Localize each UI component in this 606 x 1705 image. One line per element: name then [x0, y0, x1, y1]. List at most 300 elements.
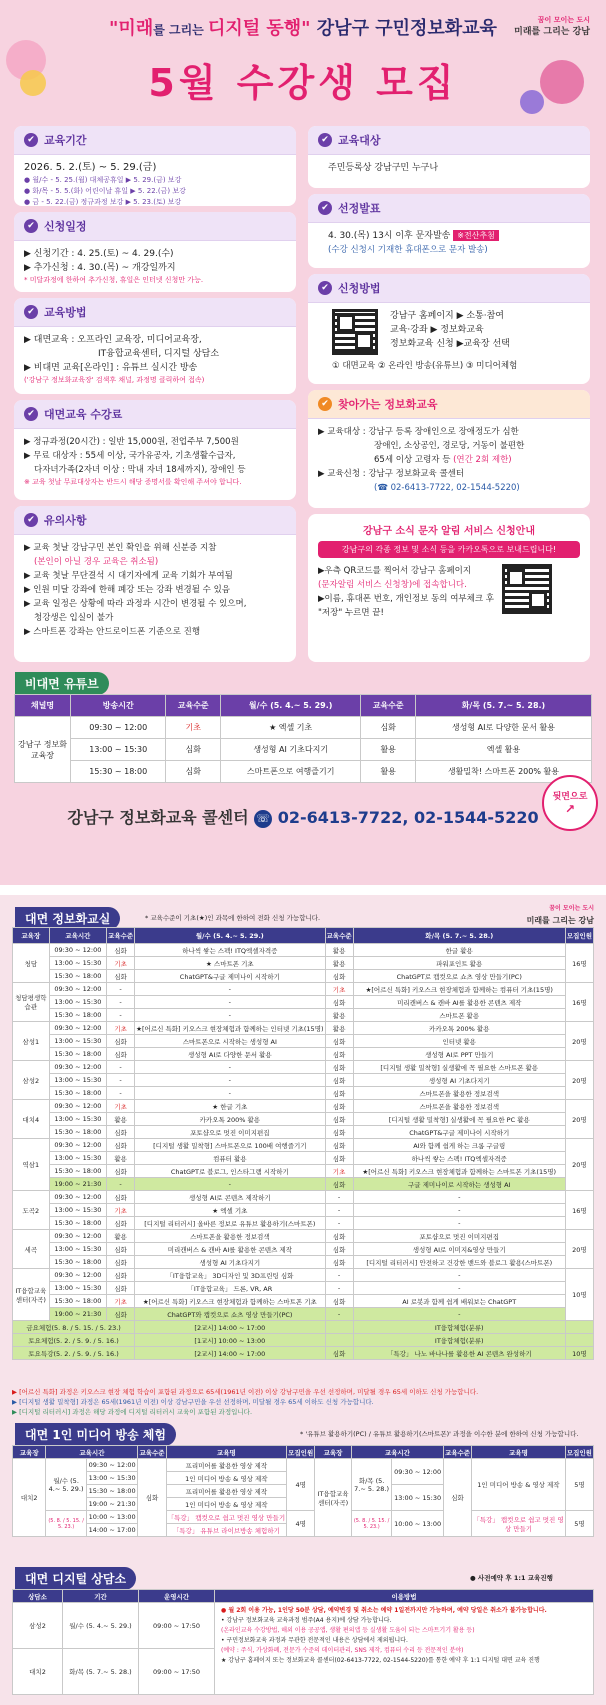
headline-part: 강남구 구민정보화교육 — [310, 18, 497, 39]
table-cell: 활용 — [325, 1009, 353, 1022]
table-cell: 09:30 ~ 12:00 — [392, 1459, 444, 1485]
table-row — [13, 1100, 594, 1113]
table-cell: 13:00 ~ 15:30 — [49, 1243, 106, 1256]
table-cell: 「특강」 캡컷으로 쉽고 멋진 영상 만들기 — [472, 1511, 566, 1537]
table-cell: - — [325, 1282, 353, 1295]
schedule-note: * 미달과정에 한하여 추가신청, 휴일은 인터넷 신청만 가능. — [24, 276, 204, 284]
phone-icon: ☏ — [254, 810, 272, 828]
kakao-line: (문자알림 서비스 신청창)에 접속합니다. — [318, 580, 467, 590]
table-row — [13, 1204, 594, 1217]
column-header: 화/목 (5. 7.~ 5. 28.) — [353, 928, 565, 944]
column-header: 교육장 — [13, 1446, 46, 1459]
card-title: 찾아가는 정보화교육 — [338, 398, 438, 411]
fee-line: ▶ 정규과정(20시간) : 일반 15,000원, 전업주부 7,500원 — [24, 437, 239, 447]
place-cell: 삼성1 — [13, 1022, 50, 1061]
table-row — [13, 1256, 594, 1269]
media-place: IT융합교육센터(자곡) — [315, 1459, 352, 1537]
table-cell: 기초 — [325, 1165, 353, 1178]
table-cell: ChatGPT&구글 제미나이 시작하기 — [135, 970, 325, 983]
column-header: 교육장 — [315, 1446, 352, 1459]
counsel-section-title: 대면 디지털 상담소 — [15, 1567, 136, 1590]
table-cell: 활용 — [325, 944, 353, 957]
table-cell: - — [135, 1061, 325, 1074]
callcenter — [0, 805, 606, 828]
table-cell: ★ 스마트폰 기초 — [135, 957, 325, 970]
table-row — [13, 970, 594, 983]
check-icon: ✔ — [318, 133, 332, 147]
counsel-table — [12, 1589, 594, 1695]
table-cell: 09:30 ~ 12:00 — [86, 1459, 138, 1472]
table-cell: 10:00 ~ 13:00 — [392, 1511, 444, 1537]
table-cell: 스마트폰을 활용한 정보검색 — [353, 1100, 565, 1113]
table-cell: 생성형 AI 기초다지기 — [353, 1074, 565, 1087]
table-cell: 심화 — [361, 717, 416, 739]
media-table-wrap — [12, 1445, 594, 1537]
table-cell: - — [135, 996, 325, 1009]
table-cell: - — [107, 1009, 135, 1022]
table-cell: 09:30 ~ 12:00 — [49, 1061, 106, 1074]
caution-card — [14, 506, 296, 662]
table-cell: - — [325, 1269, 353, 1282]
table-cell: ChatGPT&구글 제미나이 시작하기 — [353, 1126, 565, 1139]
place-cell: 청담평생학습관 — [13, 983, 50, 1022]
table-cell: 1인 미디어 방송 & 영상 제작 — [166, 1472, 287, 1485]
homepage-qr-code[interactable] — [332, 309, 378, 355]
media-count: 4명 — [287, 1459, 315, 1511]
counsel-place: 대치2 — [13, 1649, 63, 1695]
table-cell: 심화 — [325, 1139, 353, 1152]
table-cell: - — [107, 983, 135, 996]
table-cell: 한글 활용 — [353, 944, 565, 957]
table-cell: ★[어르신 특화] 키오스크 현장체험과 함께하는 컴퓨터 기초(15명) — [353, 983, 565, 996]
caution-line: ▶ 교육 첫날 강남구민 본인 확인을 위해 신분증 지참 — [24, 543, 217, 553]
caution-line: ▶ 교육 일정은 상황에 따라 과정과 시간이 변경될 수 있으며, — [24, 599, 247, 609]
table-cell: 09:30 ~ 12:00 — [49, 1191, 106, 1204]
table-cell: 미리캔버스 & 캔바 AI를 활용한 콘텐츠 제작 — [353, 996, 565, 1009]
caution-line: ▶ 교육 첫날 무단결석 시 대기자에게 교육 기회가 부여됨 — [24, 571, 233, 581]
table-cell: 13:00 ~ 15:30 — [86, 1472, 138, 1485]
table-cell: 13:00 ~ 15:30 — [49, 996, 106, 1009]
table-cell: - — [325, 1217, 353, 1230]
table-cell: 포토샵으로 멋진 이미지편집 — [135, 1126, 325, 1139]
column-header: 채널명 — [15, 695, 71, 717]
table-cell: [1교시] 10:00 ~ 13:00 — [135, 1334, 325, 1347]
count-cell: 16명 — [565, 944, 593, 983]
table-cell: 하나씩 쌓는 스펙! ITQ엑셀자격증 — [135, 944, 325, 957]
column-header: 교육수준 — [325, 928, 353, 944]
kakao-title: 강남구 소식 문자 알림 서비스 신청안내 — [363, 526, 535, 537]
table-cell: 생성형 AI 기초다지기 — [220, 739, 360, 761]
kakao-line: ▶이름, 휴대폰 번호, 개인정보 동의 여부체크 후 — [318, 594, 494, 604]
column-header: 교육시간 — [49, 928, 106, 944]
check-icon: ✔ — [318, 281, 332, 295]
column-header: 교육시간 — [46, 1446, 138, 1459]
table-cell: [디지털 생활 밀착형] 실생활에 꼭 필요한 스마트폰 활용 — [353, 1061, 565, 1074]
callcenter-numbers[interactable]: 02-6413-7722, 02-1544-5220 — [277, 808, 539, 827]
caution-line: (본인이 아닐 경우 교육은 취소됨) — [34, 557, 159, 567]
table-cell: 09:30 ~ 12:00 — [71, 717, 166, 739]
table-row — [13, 983, 594, 996]
table-cell: 「IT융합교육」 3D디자인 및 3D프린팅 심화 — [135, 1269, 325, 1282]
kakao-qr-code[interactable] — [502, 564, 552, 614]
table-cell: ★[어르신 특화] 키오스크 현장체험과 함께하는 스마트폰 기초(15명) — [353, 1165, 565, 1178]
media-section-title: 대면 1인 미디어 방송 체험 — [15, 1423, 176, 1446]
media-count: 4명 — [287, 1511, 315, 1537]
place-cell: 도곡2 — [13, 1191, 50, 1230]
table-cell: 심화 — [325, 1152, 353, 1165]
column-header: 교육수준 — [361, 695, 416, 717]
youtube-table — [14, 694, 592, 783]
table-cell: [디지털 리터러시] 안전하고 건강한 밴드와 블로그 활용(스마트폰) — [353, 1256, 565, 1269]
check-icon: ✔ — [24, 513, 38, 527]
table-cell: - — [353, 1204, 565, 1217]
place-cell: 삼성2 — [13, 1061, 50, 1100]
footnote: ▶ [어르신 특화] 과정은 키오스크 현장 체험 학습이 포함된 과정으로 65세(1961년 이전) 이상 강남구민을 우선 선정하며, 미달될 경우 65세 이하도 신청 가능합니다. — [12, 1388, 479, 1396]
method-line: ▶ 비대면 교육[온라인] : 유튜브 실시간 방송 — [24, 363, 198, 373]
table-cell: 19:00 ~ 21:30 — [49, 1178, 106, 1191]
period-note: ● 화/목 - 5. 5.(화) 어린이날 휴일 ▶ 5. 22.(금) 보강 — [24, 187, 186, 195]
table-cell: ★ 엑셀 기초 — [220, 717, 360, 739]
selection-card — [308, 194, 590, 268]
method-card — [14, 298, 296, 394]
table-cell: 스마트폰 활용 — [353, 1009, 565, 1022]
table-row — [13, 1269, 594, 1282]
visiting-line: 장애인, 소상공인, 경로당, 거동이 불편한 — [374, 441, 525, 451]
table-cell: 인터넷 활용 — [353, 1035, 565, 1048]
howto-line: • 강남구 정보화교육 교육과정 범주(A4 용지)에 상담 가능합니다. — [221, 1617, 392, 1624]
table-cell: ChatGPT로 캡컷으로 쇼츠 영상 만들기(PC) — [353, 970, 565, 983]
table-cell: 심화 — [107, 1165, 135, 1178]
facetoface-table-wrap — [12, 927, 594, 1360]
schedule-line: ▶ 추가신청 : 4. 30.(목) ~ 개강일까지 — [24, 263, 176, 273]
table-cell: 「특강」 유튜브 라이브방송 체험하기 — [166, 1524, 287, 1537]
column-header: 기간 — [63, 1590, 139, 1603]
column-header: 교육수준 — [166, 695, 221, 717]
count-cell: 16명 — [565, 1191, 593, 1230]
media-note: * '유튜브 활용하기(PC) / 유튜브 활용하기(스마트폰)' 과정을 이수한 분에 한하여 신청 가능합니다. — [300, 1430, 579, 1438]
table-cell: 09:30 ~ 12:00 — [49, 1022, 106, 1035]
lottery-tag: ※전산추첨 — [453, 230, 499, 241]
table-cell: - — [353, 1269, 565, 1282]
table-cell: 금요체험(5. 8. / 5. 15. / 5. 23.) — [13, 1321, 135, 1334]
table-cell: - — [353, 1282, 565, 1295]
table-cell: 활용 — [107, 1152, 135, 1165]
table-cell: - — [135, 1074, 325, 1087]
kakao-line: "저장" 누르면 끝! — [318, 608, 384, 618]
table-cell: 심화 — [107, 970, 135, 983]
table-cell: 「특강」 캡컷으로 쉽고 멋진 영상 만들기 — [166, 1511, 287, 1524]
table-row — [13, 1217, 594, 1230]
media-table: 교육장 교육시간 교육수준 교육명 모집인원 교육장 교육시간 교육수준 교육명 모집인원 대치2 월/수 (5. 4.~ 5. 29.) 09:30 ~ 12:00 심화 프리미어를 활용한 영상 제작 4명 IT융합교육센터(자곡) 화/목 (5. 7.~ 5. 28.) 09:30 ~ 12:00 심화 1인 미디어 방송 & 영상 제작 5명 13:00 ~ 15:30 1인 미디어 방송 & 영상 제작 15:30 ~ 18:00 프리미어를 활용한 영상 제작 13:00 ~ 15:30 19:00 ~ 21:30 1인 미디어 방송 & 영상 제작 (5. 8. / 5. 15. / 5. 23.) 10:00 ~ 13:00 「특강」 캡컷으로 쉽고 멋진 영상 만들기 4명 (5. 8. / 5. 15. / 5. 23.) 10:00 ~ 13:00 「특강」 캡컷으로 쉽고 멋진 영상 만들기 5명 14:00 ~ 17:00 「특강」 유튜브 라이브방송 체험하기 — [12, 1445, 594, 1537]
table-cell: 09:30 ~ 12:00 — [49, 944, 106, 957]
card-title: 신청일정 — [44, 220, 87, 233]
how-apply-line: 강남구 홈페이지 ▶ 소통·참여 — [390, 311, 504, 321]
howto-line: ● 월 2회 이용 가능, 1인당 50분 상담, 예약변경 및 취소는 예약 1일전까지만 가능하며, 예약 당일은 취소가 불가능합니다. — [221, 1607, 547, 1614]
column-header: 이용방법 — [215, 1590, 594, 1603]
table-cell: 심화 — [107, 944, 135, 957]
table-cell: ChatGPT와 캡컷으로 쇼츠 영상 만들기(PC) — [135, 1308, 325, 1321]
table-row — [13, 1022, 594, 1035]
table-cell: 활용 — [107, 1113, 135, 1126]
check-icon: ✔ — [318, 397, 332, 411]
card-title: 교육기간 — [44, 134, 87, 147]
table-row — [13, 1087, 594, 1100]
column-header: 모집인원 — [287, 1446, 315, 1459]
table-cell: 심화 — [107, 1243, 135, 1256]
counsel-hours: 09:00 ~ 17:50 — [139, 1649, 215, 1695]
place-cell: 청담 — [13, 944, 50, 983]
table-cell: 심화 — [107, 1191, 135, 1204]
table-cell — [565, 1334, 593, 1347]
facetoface-footnotes — [12, 1387, 594, 1417]
table-cell: 13:00 ~ 15:30 — [49, 1204, 106, 1217]
column-header: 교육시간 — [351, 1446, 443, 1459]
title-rest: 수강생 모집 — [219, 61, 458, 105]
column-header: 상담소 — [13, 1590, 63, 1603]
table-cell: - — [107, 996, 135, 1009]
table-row — [13, 1035, 594, 1048]
caution-line: 청강생은 입실이 불가 — [34, 613, 114, 623]
footnote: ▶ [디지털 리터러시] 과정은 해당 과정에 디지털 리터러시 교육이 포함된 과정입니다. — [12, 1408, 253, 1416]
table-cell: 심화 — [325, 1347, 353, 1360]
counsel-table-wrap — [12, 1589, 594, 1695]
column-header: 모집인원 — [565, 928, 593, 944]
media-level: 심화 — [138, 1459, 166, 1537]
table-cell: 기초 — [107, 1100, 135, 1113]
how-apply-card — [308, 274, 590, 384]
table-cell: 생성형 AI 기초다지기 — [135, 1256, 325, 1269]
table-cell: 생성형 AI로 PPT 만들기 — [353, 1048, 565, 1061]
table-cell: 15:30 ~ 18:00 — [71, 761, 166, 783]
table-row — [13, 1230, 594, 1243]
table-cell: IT융합체험(분류) — [353, 1321, 565, 1334]
media-count: 5명 — [565, 1459, 593, 1511]
table-cell: 활용 — [361, 761, 416, 783]
check-icon: ✔ — [24, 305, 38, 319]
column-header: 교육수준 — [443, 1446, 471, 1459]
target-card — [308, 126, 590, 188]
fee-line: ▶ 무료 대상자 : 55세 이상, 국가유공자, 기초생활수급자, — [24, 451, 236, 461]
footnote: ▶ [디지털 생활 밀착형] 과정은 65세(1961년 이전) 이상 강남구민을 우선 선정하며, 미달될 경우 65세 이하도 신청 가능합니다. — [12, 1398, 374, 1406]
how-apply-line: 교육·강좌 ▶ 정보화교육 — [390, 325, 484, 335]
how-apply-channels: ① 대면교육 ② 온라인 방송(유튜브) ③ 미디어체험 — [332, 361, 518, 371]
media-count: 5명 — [565, 1511, 593, 1537]
table-cell — [325, 1334, 353, 1347]
table-cell: 심화 — [325, 1061, 353, 1074]
kakao-line: ▶우측 QR코드를 찍어서 강남구 홈페이지 — [318, 566, 472, 576]
headline-part: "미래 — [109, 18, 154, 39]
column-header: 교육명 — [472, 1446, 566, 1459]
column-header: 화/목 (5. 7.~ 5. 28.) — [415, 695, 591, 717]
column-header: 월/수 (5. 4.~ 5. 29.) — [135, 928, 325, 944]
count-cell: 20명 — [565, 1061, 593, 1100]
facetoface-section-title: 대면 정보화교실 — [15, 907, 120, 930]
table-cell: 기초 — [107, 1204, 135, 1217]
table-cell: 1인 미디어 방송 & 영상 제작 — [166, 1498, 287, 1511]
card-title: 교육대상 — [338, 134, 381, 147]
table-cell: 토요특강(5. 2. / 5. 9. / 5. 16.) — [13, 1347, 135, 1360]
table-cell: 13:00 ~ 15:30 — [49, 957, 106, 970]
table-cell: 심화 — [325, 1113, 353, 1126]
caution-line: ▶ 인원 미달 강좌에 한해 폐강 또는 강좌 변경될 수 있음 — [24, 585, 230, 595]
page-title — [0, 52, 606, 107]
column-header: 운영시간 — [139, 1590, 215, 1603]
counsel-period: 화/목 (5. 7.~ 5. 28.) — [63, 1649, 139, 1695]
table-cell: 프리미어를 활용한 영상 제작 — [166, 1485, 287, 1498]
table-cell: 생성형 AI로 콘텐츠 제작하기 — [135, 1191, 325, 1204]
arrow-icon: ↗ — [564, 802, 576, 816]
table-cell: 09:30 ~ 12:00 — [49, 1100, 106, 1113]
table-cell: 13:00 ~ 15:30 — [49, 1035, 106, 1048]
table-cell: - — [107, 1061, 135, 1074]
table-row — [13, 1282, 594, 1295]
table-row — [13, 1139, 594, 1152]
table-cell: - — [107, 1178, 135, 1191]
table-row — [13, 1009, 594, 1022]
table-cell: 19:00 ~ 21:30 — [49, 1308, 106, 1321]
howto-line: (예약 : 주식, 가상화폐, 전문가 수준의 데이터관리, SNS 제작, 컴퓨터 수리 등 전문적인 분야) — [221, 1647, 464, 1654]
next-page-label: 뒷면으로 — [552, 792, 588, 802]
table-cell: ★[어르신 특화] 키오스크 현장체험과 함께하는 스마트폰 기초 — [135, 1295, 325, 1308]
table-cell: IT융합체험(분류) — [353, 1334, 565, 1347]
table-cell: 활용 — [325, 957, 353, 970]
table-cell — [325, 1321, 353, 1334]
weekend-row — [13, 1334, 594, 1347]
count-cell: 16명 — [565, 983, 593, 1022]
counsel-note: ● 사전예약 후 1:1 교육진행 — [470, 1574, 553, 1582]
table-cell: 구글 제미나이로 시작하는 생성형 AI — [353, 1178, 565, 1191]
weekend-row — [13, 1347, 594, 1360]
table-cell: 19:00 ~ 21:30 — [86, 1498, 138, 1511]
table-cell: 프리미어를 활용한 영상 제작 — [166, 1459, 287, 1472]
table-cell: - — [325, 1204, 353, 1217]
column-header: 교육명 — [166, 1446, 287, 1459]
table-cell: 기초 — [107, 1295, 135, 1308]
table-cell: - — [353, 1308, 565, 1321]
table-cell: 1인 미디어 방송 & 영상 제작 — [472, 1459, 566, 1511]
caution-line: ▶ 스마트폰 강좌는 안드로이드폰 기준으로 진행 — [24, 627, 201, 637]
table-cell: 심화 — [325, 970, 353, 983]
table-cell: AI와 함께 쉽게 하는 크롬 구글링 — [353, 1139, 565, 1152]
column-header: 교육수준 — [107, 928, 135, 944]
table-cell: 심화 — [325, 1035, 353, 1048]
media-level: 심화 — [443, 1459, 471, 1537]
weekend-row — [13, 1321, 594, 1334]
table-cell: - — [353, 1191, 565, 1204]
table-cell: 스마트폰으로 시작하는 생성형 AI — [135, 1035, 325, 1048]
table-cell: ChatGPT로 블로그, 인스타그램 시작하기 — [135, 1165, 325, 1178]
card-title: 유의사항 — [44, 514, 87, 527]
next-page-button[interactable] — [542, 775, 598, 831]
callcenter-label: 강남구 정보화교육 콜센터 — [67, 808, 249, 827]
table-row — [15, 761, 592, 783]
column-header: 교육수준 — [138, 1446, 166, 1459]
gangnam-logo — [514, 14, 590, 38]
table-cell: 심화 — [107, 1217, 135, 1230]
table-cell: 심화 — [325, 1178, 353, 1191]
table-row — [13, 1074, 594, 1087]
howto-line: • 구민정보화교육 과정과 무관한 전문적인 내용은 상담에서 제외됩니다. — [221, 1637, 408, 1644]
method-line: IT융합교육센터, 디지털 상담소 — [98, 349, 220, 359]
table-cell: ★ 한글 기초 — [135, 1100, 325, 1113]
table-cell: - — [325, 1308, 353, 1321]
table-cell: 10명 — [565, 1347, 593, 1360]
table-cell: 심화 — [107, 1282, 135, 1295]
how-apply-line: 정보화교육 신청 ▶교육장 선택 — [390, 339, 510, 349]
table-cell: 심화 — [107, 1308, 135, 1321]
counsel-period: 월/수 (5. 4.~ 5. 29.) — [63, 1603, 139, 1649]
visiting-phone: (☎ 02-6413-7722, 02-1544-5220) — [374, 483, 520, 493]
table-cell: - — [353, 1217, 565, 1230]
table-cell: [2교시] 14:00 ~ 17:00 — [135, 1321, 325, 1334]
media-place: 대치2 — [13, 1459, 46, 1537]
gangnam-logo — [527, 903, 594, 927]
table-cell: [디지털 생활 밀착형] 실생활에 꼭 필요한 PC 활용 — [353, 1113, 565, 1126]
table-cell: - — [135, 983, 325, 996]
table-cell: 심화 — [107, 1035, 135, 1048]
visiting-limit: (연간 2회 제한) — [453, 455, 512, 465]
table-cell: [디지털 리터러시] 올바른 정보로 유튜브 활용하기(스마트폰) — [135, 1217, 325, 1230]
table-cell: 기초 — [107, 957, 135, 970]
table-cell: 엑셀 활용 — [415, 739, 591, 761]
table-cell: 생성형 AI로 다양한 문서 활용 — [415, 717, 591, 739]
fee-note: ※ 교육 첫날 무료대상자는 반드시 해당 증명서를 확인해 주셔야 합니다. — [24, 478, 242, 486]
table-cell: 심화 — [107, 1269, 135, 1282]
table-cell: - — [107, 1074, 135, 1087]
selection-note: (수강 신청시 기재한 휴대폰으로 문자 발송) — [328, 245, 488, 255]
youtube-section-title: 비대면 유튜브 — [15, 672, 109, 695]
table-cell: 생성형 AI로 이미지&영상 만들기 — [353, 1243, 565, 1256]
place-cell: IT융합교육센터(자곡) — [13, 1269, 50, 1321]
table-cell: AI 로봇과 함께 쉽게 배워보는 ChatGPT — [353, 1295, 565, 1308]
counsel-place: 삼성2 — [13, 1603, 63, 1649]
kakao-banner: 강남구의 각종 정보 및 소식 등을 카카오톡으로 보내드립니다! — [318, 541, 580, 558]
column-header: 방송시간 — [71, 695, 166, 717]
count-cell: 10명 — [565, 1269, 593, 1321]
table-cell: 심화 — [325, 1100, 353, 1113]
selection-text: 4. 30.(목) 13시 이후 문자발송 — [328, 231, 451, 241]
table-row — [13, 996, 594, 1009]
table-row — [13, 1295, 594, 1308]
table-cell: 15:30 ~ 18:00 — [49, 1256, 106, 1269]
table-row — [13, 957, 594, 970]
table-cell: 활용 — [107, 1230, 135, 1243]
table-cell: 09:30 ~ 12:00 — [49, 1269, 106, 1282]
logo-line: 미래를 그리는 강남 — [514, 27, 590, 37]
media-period: 화/목 (5. 7.~ 5. 28.) — [351, 1459, 391, 1511]
table-cell: 심화 — [325, 1243, 353, 1256]
table-cell: 15:30 ~ 18:00 — [49, 1048, 106, 1061]
table-cell: 토요체험(5. 2. / 5. 9. / 5. 16.) — [13, 1334, 135, 1347]
table-cell: 활용 — [325, 1022, 353, 1035]
table-cell: 13:00 ~ 15:30 — [49, 1152, 106, 1165]
visiting-line: ▶ 교육신청 : 강남구 정보화교육 콜센터 — [318, 469, 465, 479]
count-cell: 20명 — [565, 1230, 593, 1269]
kakao-card — [308, 514, 590, 662]
table-cell: 카카오톡 200% 활용 — [353, 1022, 565, 1035]
table-row — [13, 1191, 594, 1204]
media-period: 월/수 (5. 4.~ 5. 29.) — [46, 1459, 86, 1511]
title-month: 5월 — [148, 61, 220, 105]
table-cell: 심화 — [325, 996, 353, 1009]
table-cell: 15:30 ~ 18:00 — [49, 1087, 106, 1100]
table-row — [13, 944, 594, 957]
period-note: ● 월/수 - 5. 25.(월) 대체공휴일 ▶ 5. 29.(금) 보강 — [24, 176, 182, 184]
period-main: 2026. 5. 2.(토) ~ 5. 29.(금) — [24, 162, 157, 173]
method-note: ('강남구 정보화교육장' 검색후 채널, 과정명 클릭하여 접속) — [24, 376, 205, 384]
method-line: ▶ 대면교육 : 오프라인 교육장, 미디어교육장, — [24, 335, 202, 345]
table-cell: 14:00 ~ 17:00 — [86, 1524, 138, 1537]
